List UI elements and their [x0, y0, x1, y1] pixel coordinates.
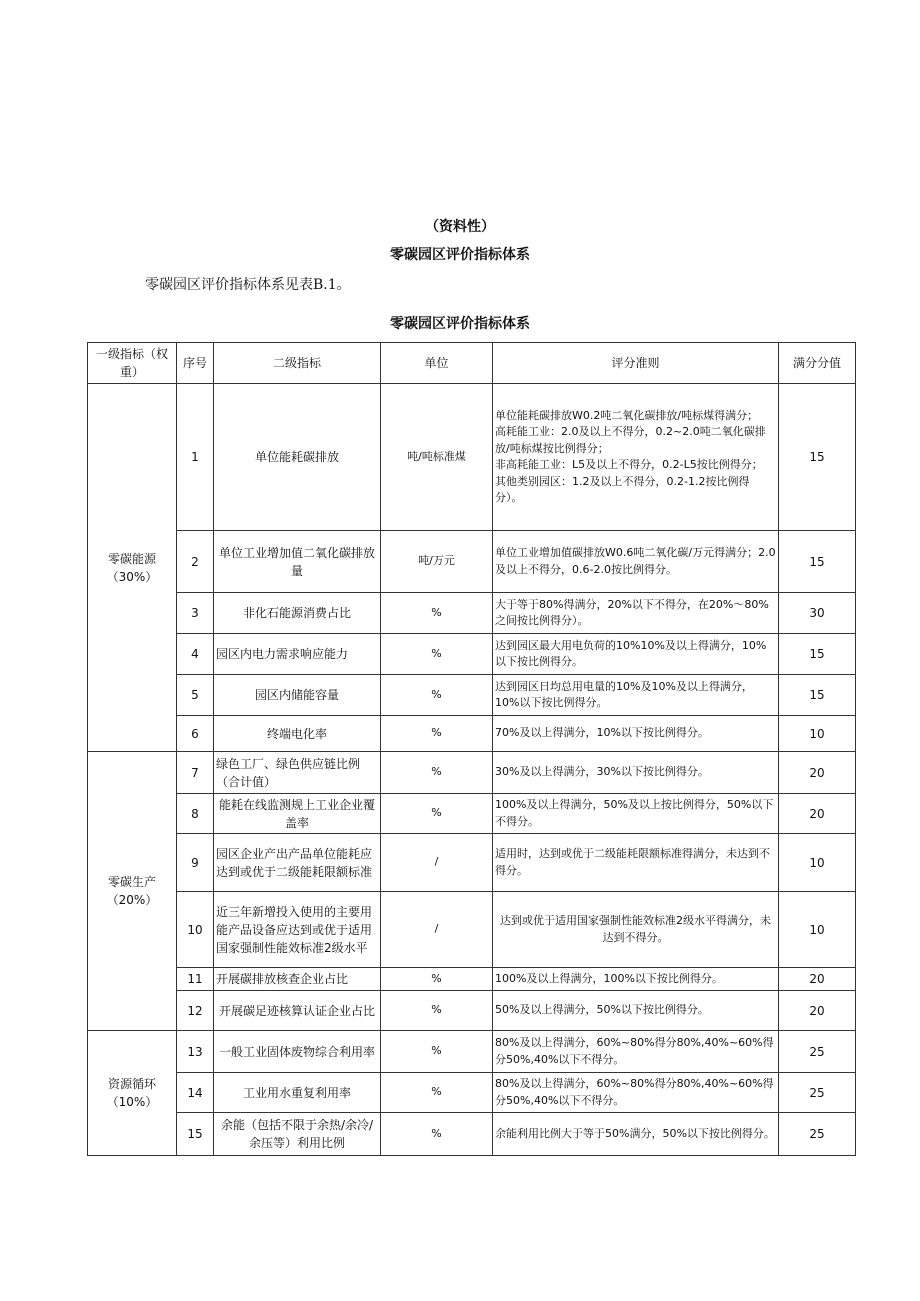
score-cell: 15	[779, 531, 856, 593]
table-row	[88, 593, 856, 634]
criteria-cell: 100%及以上得满分，50%及以上按比例得分，50%以下不得分。	[493, 794, 779, 834]
score-cell: 15	[779, 634, 856, 675]
criteria-cell: 单位工业增加值碳排放W0.6吨二氧化碳/万元得满分；2.0及以上不得分，0.6-2.0按比例得分。	[493, 531, 779, 593]
row-number-cell: 11	[177, 968, 214, 991]
row-number-cell: 3	[177, 593, 214, 634]
score-cell: 10	[779, 834, 856, 892]
table-row	[88, 968, 856, 991]
table-row	[88, 716, 856, 752]
indicator-cell: 一般工业固体废物综合利用率	[214, 1031, 381, 1073]
indicator-cell: 单位工业增加值二氧化碳排放量	[214, 531, 381, 593]
header-unit: 单位	[381, 343, 493, 384]
row-number-cell: 6	[177, 716, 214, 752]
indicator-table	[87, 342, 856, 1156]
table-row	[88, 794, 856, 834]
score-cell: 25	[779, 1031, 856, 1073]
criteria-cell: 70%及以上得满分，10%以下按比例得分。	[493, 716, 779, 752]
criteria-cell: 80%及以上得满分，60%~80%得分80%,40%~60%得分50%,40%以下不得分。	[493, 1031, 779, 1073]
unit-cell: %	[381, 752, 493, 794]
row-number-cell: 8	[177, 794, 214, 834]
indicator-cell: 园区内电力需求响应能力	[214, 634, 381, 675]
row-number-cell: 2	[177, 531, 214, 593]
criteria-cell: 30%及以上得满分，30%以下按比例得分。	[493, 752, 779, 794]
score-cell: 15	[779, 675, 856, 716]
indicator-cell: 绿色工厂、绿色供应链比例（合计值）	[214, 752, 381, 794]
indicator-cell: 开展碳排放核查企业占比	[214, 968, 381, 991]
row-number-cell: 5	[177, 675, 214, 716]
row-number-cell: 7	[177, 752, 214, 794]
indicator-cell: 园区内储能容量	[214, 675, 381, 716]
score-cell: 15	[779, 384, 856, 531]
score-cell: 30	[779, 593, 856, 634]
criteria-cell: 达到园区最大用电负荷的10%10%及以上得满分，10%以下按比例得分。	[493, 634, 779, 675]
unit-cell: %	[381, 716, 493, 752]
indicator-cell: 能耗在线监测规上工业企业覆盖率	[214, 794, 381, 834]
row-number-cell: 12	[177, 991, 214, 1031]
unit-cell: %	[381, 794, 493, 834]
table-title: 零碳园区评价指标体系	[390, 316, 530, 332]
group-name-cell: 零碳能源（30%）	[88, 384, 177, 752]
criteria-cell: 单位能耗碳排放W0.2吨二氧化碳排放/吨标煤得满分； 高耗能工业：2.0及以上不得分，0.2~2.0吨二氧化碳排放/吨标煤按比例得分； 非高耗能工业：L5及以上不得分，0.2-L5按比例得分； 其他类别园区：1.2及以上不得分，0.2-1.2按比例得分）。	[493, 384, 779, 531]
criteria-cell: 达到或优于适用国家强制性能效标准2级水平得满分，未达到不得分。	[493, 892, 779, 968]
criteria-cell: 100%及以上得满分，100%以下按比例得分。	[493, 968, 779, 991]
table-row	[88, 1031, 856, 1073]
criteria-cell: 适用时，达到或优于二级能耗限额标准得满分，未达到不得分。	[493, 834, 779, 892]
table-row	[88, 1113, 856, 1156]
header-no: 序号	[177, 343, 214, 384]
row-number-cell: 1	[177, 384, 214, 531]
indicator-cell: 园区企业产出产品单位能耗应达到或优于二级能耗限额标准	[214, 834, 381, 892]
table-row	[88, 1073, 856, 1113]
criteria-cell: 达到园区日均总用电量的10%及10%及以上得满分，10%以下按比例得分。	[493, 675, 779, 716]
unit-cell: %	[381, 593, 493, 634]
criteria-cell: 50%及以上得满分，50%以下按比例得分。	[493, 991, 779, 1031]
header-score: 满分分值	[779, 343, 856, 384]
unit-cell: %	[381, 1113, 493, 1156]
header-level2: 二级指标	[214, 343, 381, 384]
table-row	[88, 634, 856, 675]
indicator-cell: 近三年新增投入使用的主要用能产品设备应达到或优于适用国家强制性能效标准2级水平	[214, 892, 381, 968]
unit-cell: %	[381, 968, 493, 991]
group-name-cell: 零碳生产（20%）	[88, 752, 177, 1031]
table-row	[88, 675, 856, 716]
criteria-cell: 80%及以上得满分，60%~80%得分80%,40%~60%得分50%,40%以下不得分。	[493, 1073, 779, 1113]
unit-cell: %	[381, 675, 493, 716]
intro-paragraph: 零碳园区评价指标体系见表B.1。	[145, 277, 351, 293]
header-criteria: 评分准则	[493, 343, 779, 384]
row-number-cell: 10	[177, 892, 214, 968]
row-number-cell: 15	[177, 1113, 214, 1156]
unit-cell: %	[381, 1073, 493, 1113]
table-row	[88, 834, 856, 892]
row-number-cell: 4	[177, 634, 214, 675]
score-cell: 10	[779, 716, 856, 752]
table-row	[88, 384, 856, 531]
table-row	[88, 991, 856, 1031]
score-cell: 25	[779, 1113, 856, 1156]
unit-cell: 吨/万元	[381, 531, 493, 593]
unit-cell: /	[381, 892, 493, 968]
row-number-cell: 9	[177, 834, 214, 892]
indicator-cell: 单位能耗碳排放	[214, 384, 381, 531]
score-cell: 10	[779, 892, 856, 968]
unit-cell: 吨/吨标准煤	[381, 384, 493, 531]
unit-cell: /	[381, 834, 493, 892]
score-cell: 20	[779, 752, 856, 794]
indicator-cell: 工业用水重复利用率	[214, 1073, 381, 1113]
indicator-cell: 终端电化率	[214, 716, 381, 752]
group-name-cell: 资源循环（10%）	[88, 1031, 177, 1156]
header-level1: 一级指标（权重）	[88, 343, 177, 384]
table-row	[88, 531, 856, 593]
score-cell: 20	[779, 794, 856, 834]
indicator-cell: 开展碳足迹核算认证企业占比	[214, 991, 381, 1031]
indicator-cell: 余能（包括不限于余热/余冷/余压等）利用比例	[214, 1113, 381, 1156]
indicator-cell: 非化石能源消费占比	[214, 593, 381, 634]
score-cell: 25	[779, 1073, 856, 1113]
table-body	[88, 384, 856, 1156]
table-row	[88, 892, 856, 968]
score-cell: 20	[779, 968, 856, 991]
row-number-cell: 14	[177, 1073, 214, 1113]
table-row	[88, 752, 856, 794]
unit-cell: %	[381, 1031, 493, 1073]
row-number-cell: 13	[177, 1031, 214, 1073]
table-header-row	[88, 343, 856, 384]
document-title: 零碳园区评价指标体系	[390, 247, 530, 263]
criteria-cell: 大于等于80%得满分，20%以下不得分，在20%〜80%之间按比例得分）。	[493, 593, 779, 634]
unit-cell: %	[381, 991, 493, 1031]
annex-label: （资料性）	[425, 219, 495, 235]
unit-cell: %	[381, 634, 493, 675]
criteria-cell: 余能利用比例大于等于50%满分，50%以下按比例得分。	[493, 1113, 779, 1156]
score-cell: 20	[779, 991, 856, 1031]
